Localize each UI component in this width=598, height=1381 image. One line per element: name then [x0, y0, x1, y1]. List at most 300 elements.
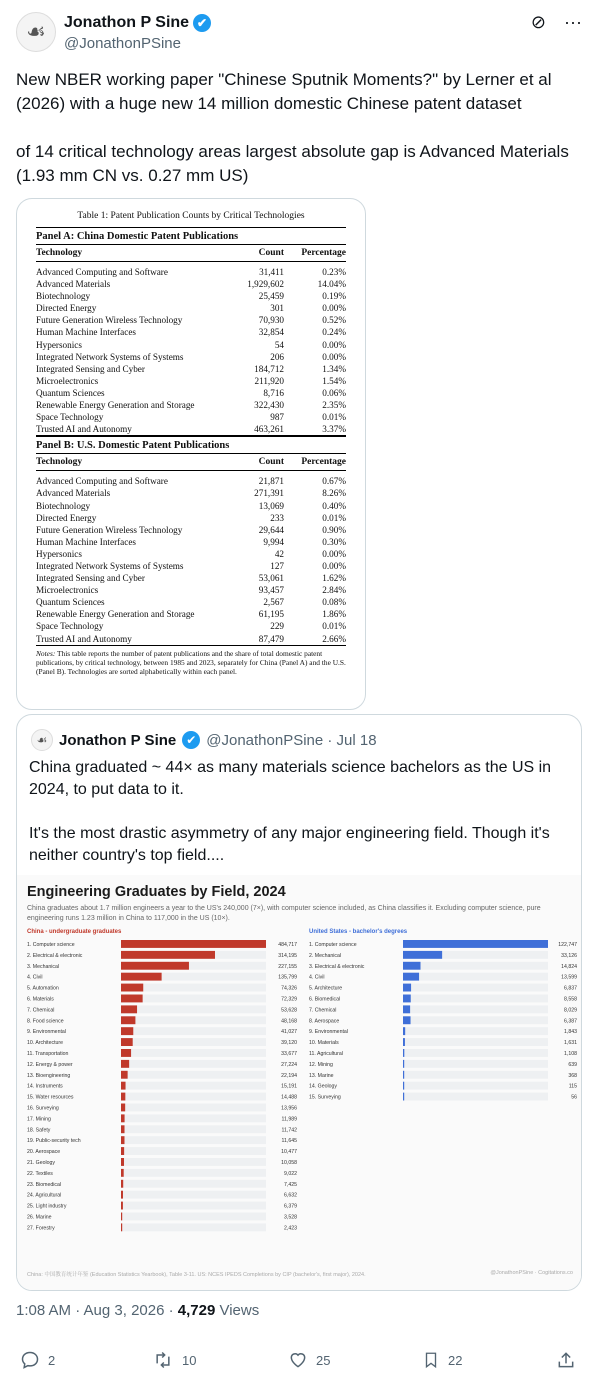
bar-track — [121, 1114, 266, 1122]
cell-technology: Directed Energy — [36, 512, 97, 523]
value-label: 39,120 — [281, 1040, 297, 1047]
cell-count: 229 — [270, 621, 284, 632]
bar-track — [121, 995, 266, 1003]
quoted-paragraph: It's the most drastic asymmetry of any major engineering field. Though it's neither country's top field.... — [29, 825, 550, 864]
bar — [121, 1136, 124, 1144]
cell-percentage: 0.90% — [322, 524, 346, 535]
cell-percentage: 0.06% — [322, 387, 346, 398]
bookmark-count: 22 — [448, 1352, 463, 1368]
category-label: 15. Water resources — [27, 1094, 74, 1101]
value-label: 11,742 — [281, 1127, 297, 1134]
bar — [121, 1158, 124, 1166]
panel-a-rows — [36, 262, 346, 436]
category-label: 5. Architecture — [309, 985, 343, 992]
bar — [121, 1213, 122, 1221]
table-row — [36, 387, 346, 399]
bar — [121, 1180, 123, 1188]
value-label: 10,477 — [281, 1149, 297, 1156]
table-row — [36, 266, 346, 278]
tweet-text — [16, 68, 582, 212]
bar-track — [121, 1223, 266, 1231]
cell-count: 271,391 — [254, 488, 284, 499]
value-label: 6,387 — [564, 1018, 577, 1025]
value-label: 13,956 — [281, 1105, 297, 1112]
cell-technology: Hypersonics — [36, 548, 82, 559]
reply-button[interactable] — [20, 1350, 55, 1370]
bar — [403, 1082, 404, 1090]
cell-percentage: 2.84% — [322, 585, 346, 596]
timestamp-time[interactable]: 1:08 AM · Aug 3, 2026 · — [16, 1302, 178, 1319]
value-label: 314,195 — [278, 952, 297, 959]
bar-track — [403, 1049, 548, 1057]
bar — [403, 1049, 404, 1057]
table-row — [36, 512, 346, 524]
bar — [403, 1071, 404, 1079]
column-headers — [36, 454, 346, 471]
value-label: 11,989 — [281, 1116, 297, 1123]
category-label: 4. Civil — [27, 974, 43, 981]
cell-percentage: 0.01% — [322, 512, 346, 523]
category-label: 5. Automation — [27, 985, 59, 992]
cell-technology: Renewable Energy Generation and Storage — [36, 609, 195, 620]
cell-percentage: 0.00% — [322, 303, 346, 314]
bar — [121, 1147, 124, 1155]
bar-track — [121, 1082, 266, 1090]
value-label: 639 — [568, 1061, 577, 1068]
category-label: 14. Geology — [309, 1083, 337, 1090]
category-label: 22. Textiles — [27, 1170, 53, 1177]
cell-count: 13,069 — [258, 500, 284, 511]
value-label: 3,528 — [284, 1214, 297, 1221]
category-label: 8. Food science — [27, 1018, 64, 1025]
panel-b-rows — [36, 471, 346, 645]
cell-percentage: 3.37% — [322, 424, 346, 435]
value-label: 9,022 — [284, 1170, 297, 1177]
category-label: 3. Mechanical — [27, 963, 60, 970]
bar — [403, 951, 442, 959]
bar — [121, 1016, 135, 1024]
table-row — [36, 620, 346, 632]
cell-count: 8,716 — [263, 387, 284, 398]
share-button[interactable] — [556, 1350, 576, 1370]
value-label: 33,677 — [281, 1051, 297, 1057]
cell-percentage: 0.40% — [322, 500, 346, 511]
tweet-header — [16, 10, 582, 58]
table-row — [36, 302, 346, 314]
category-label: 18. Safety — [27, 1127, 51, 1134]
panel-heading: Panel A: China Domestic Patent Publications — [36, 227, 346, 245]
quoted-tweet-header — [31, 729, 377, 751]
bar-track — [403, 1060, 548, 1068]
bar — [121, 995, 143, 1003]
bar-track — [121, 1169, 266, 1177]
cell-technology: Renewable Energy Generation and Storage — [36, 400, 195, 411]
value-label: 6,632 — [284, 1192, 297, 1199]
col-count: Count — [258, 457, 284, 468]
category-label: 23. Biomedical — [27, 1181, 62, 1188]
retweet-icon — [152, 1350, 174, 1370]
cell-percentage: 1.54% — [322, 375, 346, 386]
cell-count: 93,457 — [258, 585, 284, 596]
value-label: 10,058 — [281, 1160, 297, 1166]
col-count: Count — [258, 248, 284, 258]
bar — [403, 962, 421, 970]
table-row — [36, 314, 346, 326]
cell-percentage: 2.35% — [322, 400, 346, 411]
category-label: 7. Chemical — [309, 1007, 337, 1014]
value-label: 115 — [568, 1083, 577, 1090]
value-label: 41,027 — [281, 1029, 297, 1036]
cell-technology: Human Machine Interfaces — [36, 327, 136, 338]
quoted-paragraph: China graduated ~ 44× as many materials science bachelors as the US in 2024, to put data to it. — [29, 759, 552, 798]
cell-count: 70,930 — [258, 315, 284, 326]
category-label: 3. Electrical & electronic — [309, 963, 365, 970]
quoted-tweet[interactable] — [16, 714, 582, 1291]
value-label: 13,599 — [561, 974, 577, 981]
cell-percentage: 1.34% — [322, 363, 346, 374]
cell-technology: Trusted AI and Autonomy — [36, 424, 132, 435]
author-name-row[interactable] — [64, 14, 211, 32]
bar-track — [121, 1213, 266, 1221]
cell-percentage: 0.00% — [322, 548, 346, 559]
value-label: 33,126 — [561, 952, 577, 959]
bar-track — [121, 1016, 266, 1024]
cell-percentage: 0.00% — [322, 339, 346, 350]
tweet-timestamp — [16, 1302, 259, 1319]
cell-count: 54 — [274, 339, 284, 350]
category-label: 27. Forestry — [27, 1225, 55, 1232]
bar-track — [403, 995, 548, 1003]
category-label: 11. Agricultural — [309, 1051, 343, 1057]
retweet-button[interactable] — [152, 1350, 196, 1370]
bar — [403, 1005, 410, 1013]
value-label: 56 — [571, 1094, 577, 1101]
cell-count: 61,195 — [258, 609, 284, 620]
more-options-icon[interactable]: ··· — [564, 12, 582, 32]
quoted-author-meta: @JonathonPSine · Jul 18 — [206, 731, 377, 749]
table-row — [36, 399, 346, 411]
bar — [121, 1191, 123, 1199]
views-label: Views — [215, 1302, 260, 1319]
cell-technology: Microelectronics — [36, 585, 99, 596]
bar — [121, 1038, 133, 1046]
action-bar — [16, 1350, 582, 1374]
table-row — [36, 560, 346, 572]
cell-count: 322,430 — [254, 400, 284, 411]
bar — [121, 951, 215, 959]
category-label: 16. Surveying — [27, 1105, 59, 1112]
cell-technology: Future Generation Wireless Technology — [36, 315, 183, 326]
category-label: 9. Environmental — [309, 1029, 348, 1036]
value-label: 122,747 — [558, 942, 577, 948]
cell-count: 1,929,602 — [247, 279, 284, 290]
cell-percentage: 0.23% — [322, 267, 346, 277]
table-row — [36, 278, 346, 290]
cell-percentage: 0.01% — [322, 412, 346, 423]
quoted-author-avatar: ☙ — [31, 729, 53, 751]
category-label: 11. Transportation — [27, 1051, 69, 1057]
category-label: 9. Environmental — [27, 1029, 66, 1036]
cell-count: 184,712 — [254, 363, 284, 374]
bar-track — [121, 1104, 266, 1112]
bar-track — [403, 1093, 548, 1101]
value-label: 7,425 — [284, 1181, 297, 1188]
cell-percentage: 14.04% — [317, 279, 346, 290]
cell-count: 53,061 — [258, 573, 284, 584]
cell-technology: Integrated Network Systems of Systems — [36, 560, 184, 571]
reply-count: 2 — [48, 1352, 56, 1368]
table-row — [36, 475, 346, 487]
reply-icon — [20, 1350, 40, 1370]
cell-count: 32,854 — [258, 327, 284, 338]
tweet-paragraph: New NBER working paper "Chinese Sputnik Moments?" by Lerner et al (2026) with a huge new 14 million domestic Chinese patent dataset — [16, 70, 552, 113]
bar-track — [403, 1071, 548, 1079]
category-label: 15. Surveying — [309, 1094, 341, 1101]
value-label: 11,645 — [281, 1138, 297, 1145]
cell-percentage: 0.24% — [322, 327, 346, 338]
bar — [121, 1049, 131, 1057]
bar-track — [403, 1082, 548, 1090]
bar — [403, 1038, 405, 1046]
table-row — [36, 363, 346, 375]
value-label: 8,558 — [564, 996, 577, 1003]
bar — [403, 1060, 404, 1068]
cell-technology: Biotechnology — [36, 291, 91, 302]
cell-technology: Trusted AI and Autonomy — [36, 633, 132, 644]
verified-badge-icon: ✔ — [182, 731, 200, 749]
chart-credit: @JonathonPSine · Cogitations.co — [490, 1270, 573, 1276]
value-label: 48,168 — [281, 1018, 297, 1025]
category-label: 13. Bioengineering — [27, 1072, 71, 1079]
value-label: 22,194 — [281, 1072, 297, 1079]
table-row — [36, 339, 346, 351]
bar-track — [121, 1191, 266, 1199]
bar — [403, 940, 548, 948]
quoted-tweet-text — [29, 757, 574, 889]
bar-track — [403, 973, 548, 981]
cell-percentage: 0.19% — [322, 291, 346, 302]
bar-track — [121, 1180, 266, 1188]
bar — [121, 984, 143, 992]
chart-subtitle: China graduates about 1.7 million engineers a year to the US's 240,000 (7×), with computer science included, as China classifies it. Excluding computer science, pure engineering runs 1.23 million in China to 117,000 in the US (10×). — [27, 905, 541, 922]
bar-track — [121, 1027, 266, 1035]
series-heading: United States - bachelor's degrees — [309, 929, 408, 935]
cell-count: 211,920 — [254, 375, 284, 386]
like-button[interactable] — [288, 1350, 330, 1370]
cell-technology: Directed Energy — [36, 303, 97, 314]
quoted-author-name: Jonathon P Sine — [59, 731, 177, 749]
category-label: 13. Marine — [309, 1072, 334, 1079]
grok-icon[interactable]: ⊘ — [530, 12, 547, 32]
cell-count: 42 — [274, 548, 284, 559]
cell-technology: Advanced Materials — [36, 488, 111, 499]
value-label: 6,379 — [284, 1203, 297, 1210]
bar-track — [121, 1136, 266, 1144]
bar — [121, 1202, 123, 1210]
category-label: 10. Materials — [309, 1040, 339, 1047]
category-label: 21. Geology — [27, 1160, 55, 1166]
category-label: 12. Energy & power — [27, 1061, 73, 1068]
category-label: 7. Chemical — [27, 1007, 55, 1014]
cell-percentage: 0.00% — [322, 351, 346, 362]
cell-count: 31,411 — [259, 267, 284, 277]
cell-count: 29,644 — [258, 524, 284, 535]
cell-percentage: 0.67% — [322, 476, 346, 487]
col-percentage: Percentage — [301, 248, 346, 258]
chart-title: Engineering Graduates by Field, 2024 — [27, 884, 286, 900]
table-row — [36, 500, 346, 512]
bar — [403, 973, 419, 981]
cell-count: 301 — [270, 303, 284, 314]
verified-badge-icon: ✔ — [193, 14, 211, 32]
category-label: 8. Aerospace — [309, 1018, 340, 1025]
category-label: 24. Agricultural — [27, 1192, 62, 1199]
cell-percentage: 0.30% — [322, 536, 346, 547]
series-heading: China - undergraduate graduates — [27, 929, 122, 935]
author-handle[interactable]: @JonathonPSine — [64, 35, 181, 52]
cell-technology: Quantum Sciences — [36, 387, 105, 398]
col-percentage: Percentage — [301, 457, 346, 468]
col-technology: Technology — [36, 457, 83, 468]
cell-technology: Advanced Computing and Software — [36, 267, 168, 277]
table-row — [36, 524, 346, 536]
category-label: 26. Marine — [27, 1214, 52, 1221]
share-icon — [556, 1350, 576, 1370]
cell-technology: Microelectronics — [36, 375, 99, 386]
cell-technology: Integrated Sensing and Cyber — [36, 573, 145, 584]
retweet-count: 10 — [182, 1352, 197, 1368]
notes-text: This table reports the number of patent publications and the share of total domestic patent publications, by critical technology, between 1985 and 2023, separately for China (Panel A) and the U.S. (Panel B). Technologies are sorted alphabetically within each panel. — [36, 648, 346, 676]
bookmark-icon — [422, 1350, 440, 1370]
cell-count: 206 — [270, 351, 284, 362]
cell-percentage: 1.62% — [322, 573, 346, 584]
cell-technology: Future Generation Wireless Technology — [36, 524, 183, 535]
bar-track — [121, 1093, 266, 1101]
cell-count: 987 — [270, 412, 284, 423]
bar-track — [121, 1038, 266, 1046]
bar-track — [121, 1005, 266, 1013]
cell-count: 2,567 — [263, 597, 284, 608]
bar — [403, 1093, 404, 1101]
table-row — [36, 326, 346, 338]
category-label: 12. Mining — [309, 1061, 333, 1068]
cell-technology: Biotechnology — [36, 500, 91, 511]
value-label: 14,488 — [281, 1094, 297, 1101]
value-label: 27,224 — [281, 1061, 297, 1068]
value-label: 227,155 — [278, 963, 297, 970]
bar — [121, 1027, 133, 1035]
category-label: 1. Computer science — [309, 942, 357, 948]
col-technology: Technology — [36, 248, 83, 258]
author-name[interactable]: Jonathon P Sine — [64, 14, 190, 31]
bar-track — [403, 984, 548, 992]
category-label: 2. Electrical & electronic — [27, 952, 83, 959]
panel-heading: Panel B: U.S. Domestic Patent Publications — [36, 436, 346, 454]
view-count: 4,729 — [177, 1302, 216, 1319]
cell-percentage: 8.26% — [322, 488, 346, 499]
cell-technology: Integrated Network Systems of Systems — [36, 351, 184, 362]
bar — [121, 1093, 125, 1101]
bar — [121, 1104, 125, 1112]
category-label: 1. Computer science — [27, 942, 75, 948]
cell-technology: Advanced Materials — [36, 279, 111, 290]
bar-chart-svg — [17, 875, 582, 1291]
bar — [403, 1027, 405, 1035]
bar-track — [121, 1060, 266, 1068]
bar-track — [121, 1049, 266, 1057]
cell-count: 233 — [270, 512, 284, 523]
bar — [403, 984, 411, 992]
category-label: 10. Architecture — [27, 1040, 64, 1047]
bar-track — [403, 1005, 548, 1013]
attached-table-image[interactable] — [16, 198, 366, 710]
cell-count: 21,871 — [258, 476, 284, 487]
category-label: 4. Civil — [309, 974, 325, 981]
table-row — [36, 572, 346, 584]
cell-percentage: 0.01% — [322, 621, 346, 632]
value-label: 1,108 — [564, 1051, 577, 1057]
cell-technology: Integrated Sensing and Cyber — [36, 363, 145, 374]
category-label: 6. Materials — [27, 996, 54, 1003]
bar — [121, 1082, 126, 1090]
cell-technology: Advanced Computing and Software — [36, 476, 168, 487]
cell-technology: Human Machine Interfaces — [36, 536, 136, 547]
category-label: 19. Public-security tech — [27, 1138, 81, 1145]
value-label: 1,631 — [564, 1040, 577, 1047]
bar-track — [121, 1158, 266, 1166]
bar — [121, 1114, 125, 1122]
column-headers — [36, 245, 346, 262]
table-row — [36, 584, 346, 596]
table-row — [36, 375, 346, 387]
bar-track — [121, 1202, 266, 1210]
cell-technology: Space Technology — [36, 621, 104, 632]
value-label: 15,191 — [281, 1083, 297, 1090]
notes-label: Notes: — [36, 648, 56, 658]
category-label: 14. Instruments — [27, 1083, 63, 1090]
bar-track — [403, 1038, 548, 1046]
heart-icon — [288, 1350, 308, 1370]
cell-technology: Quantum Sciences — [36, 597, 105, 608]
cell-technology: Hypersonics — [36, 339, 82, 350]
cell-percentage: 0.00% — [322, 560, 346, 571]
table-row — [36, 596, 346, 608]
tweet-paragraph: of 14 critical technology areas largest absolute gap is Advanced Materials (1.93 mm CN vs. 0.27 mm US) — [16, 142, 569, 185]
author-avatar[interactable]: ☙ — [16, 12, 56, 52]
table-row — [36, 487, 346, 499]
table-row — [36, 608, 346, 620]
value-label: 14,824 — [561, 963, 577, 970]
bar — [121, 1223, 122, 1231]
graduates-chart-image — [17, 875, 582, 1291]
cell-percentage: 2.66% — [322, 633, 346, 644]
value-label: 368 — [568, 1072, 577, 1079]
table-row — [36, 633, 346, 645]
table-title: Table 1: Patent Publication Counts by Critical Technologies — [77, 211, 305, 221]
bar — [121, 973, 162, 981]
category-label: 17. Mining — [27, 1116, 51, 1123]
value-label: 6,837 — [564, 985, 577, 992]
cell-percentage: 0.52% — [322, 315, 346, 326]
category-label: 20. Aerospace — [27, 1149, 61, 1156]
cell-count: 25,459 — [258, 291, 284, 302]
bookmark-button[interactable] — [422, 1350, 462, 1370]
cell-count: 127 — [270, 560, 284, 571]
value-label: 53,628 — [281, 1007, 297, 1014]
bar — [403, 995, 411, 1003]
cell-percentage: 1.86% — [322, 609, 346, 620]
bar-track — [403, 1027, 548, 1035]
